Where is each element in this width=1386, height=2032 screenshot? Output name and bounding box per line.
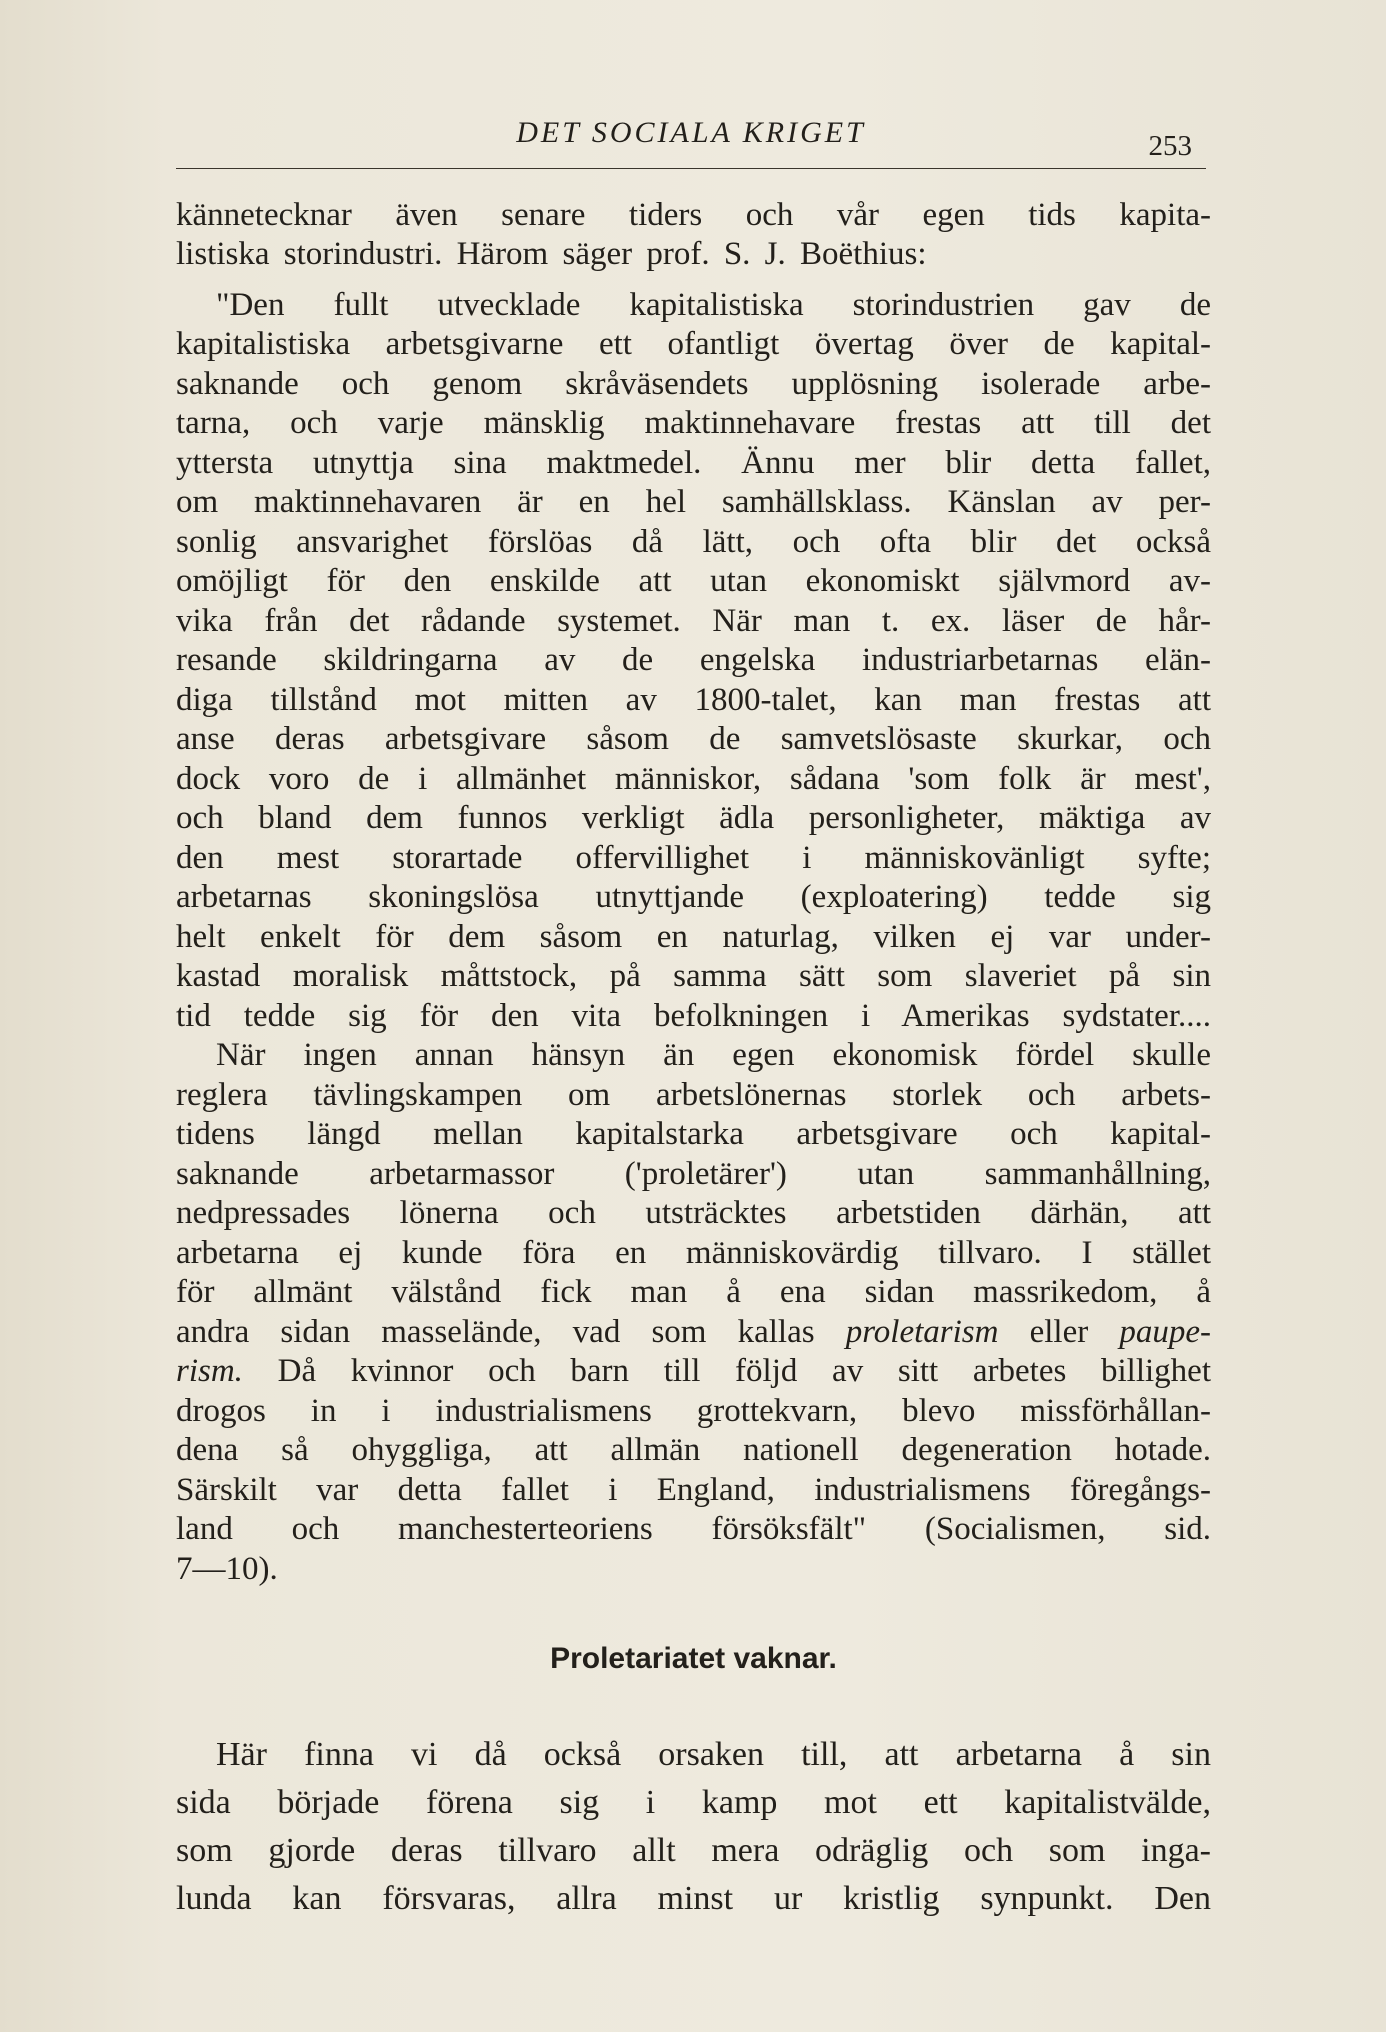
text-line: kännetecknar även senare tiders och vår egen tids kapita- xyxy=(176,197,1211,233)
text-line: När ingen annan hänsyn än egen ekonomisk fördel skulle xyxy=(216,1037,1211,1074)
quotation xyxy=(176,286,1211,1590)
text-line: Särskilt var detta fallet i England, industrialismens föregångs- xyxy=(176,1471,1211,1508)
text-line: saknande arbetarmassor ('proletärer') utan sammanhållning, xyxy=(176,1155,1211,1192)
text-line: som gjorde deras tillvaro allt mera odräglig och som inga- xyxy=(176,1832,1211,1870)
italic-term: paupe- xyxy=(1119,1313,1211,1350)
text-line: tarna, och varje mänsklig maktinnehavare frestas att till det xyxy=(176,405,1211,442)
closing-paragraph xyxy=(176,1731,1211,1923)
text-line: resande skildringarna av de engelska industriarbetarnas elän- xyxy=(176,642,1211,679)
text-line xyxy=(176,1352,1211,1392)
text-line: kapitalistiska arbetsgivarne ett ofantligt övertag över de kapital- xyxy=(176,326,1211,363)
section-heading: Proletariatet vaknar. xyxy=(550,1642,837,1676)
text-line: helt enkelt för dem såsom en naturlag, vilken ej var under- xyxy=(176,918,1211,955)
text-line: land och manchesterteoriens försöksfält" (Socialismen, sid. xyxy=(176,1511,1211,1548)
text-line xyxy=(176,1313,1211,1353)
text-span: eller xyxy=(998,1313,1120,1350)
text-line: den mest storartade offervillighet i människovänligt syfte; xyxy=(176,839,1211,876)
text-line: lunda kan försvaras, allra minst ur kristlig synpunkt. Den xyxy=(176,1880,1211,1918)
text-line: för allmänt välstånd fick man å ena sidan massrikedom, å xyxy=(176,1274,1211,1311)
text-line: arbetarna ej kunde föra en människovärdig tillvaro. I stället xyxy=(176,1234,1211,1271)
text-line: dena så ohyggliga, att allmän nationell degeneration hotade. xyxy=(176,1432,1211,1469)
text-span: Då kvinnor och barn till följd av sitt arbetes billighet xyxy=(242,1353,1211,1390)
text-line: reglera tävlingskampen om arbetslönernas storlek och arbets- xyxy=(176,1076,1211,1113)
text-line: vika från det rådande systemet. När man t. ex. läser de hår- xyxy=(176,602,1211,639)
page-number: 253 xyxy=(1148,130,1192,162)
text-line: "Den fullt utvecklade kapitalistiska storindustrien gav de xyxy=(216,286,1211,323)
italic-term: proletarism xyxy=(845,1313,999,1350)
text-line: arbetarnas skoningslösa utnyttjande (exploatering) tedde sig xyxy=(176,879,1211,916)
text-line: listiska storindustri. Härom säger prof. S. J. Boëthius: xyxy=(176,236,927,273)
text-line: diga tillstånd mot mitten av 1800-talet, kan man frestas att xyxy=(176,681,1211,718)
text-line: om maktinnehavaren är en hel samhällsklass. Känslan av per- xyxy=(176,484,1211,521)
text-line: omöjligt för den enskilde att utan ekonomiskt självmord av- xyxy=(176,563,1211,600)
text-line: saknande och genom skråväsendets upplösning isolerade arbe- xyxy=(176,365,1211,402)
text-line: dock voro de i allmänhet människor, sådana 'som folk är mest', xyxy=(176,760,1211,797)
text-line: drogos in i industrialismens grottekvarn, blevo missförhållan- xyxy=(176,1392,1211,1429)
text-line: tid tedde sig för den vita befolkningen i Amerikas sydstater.... xyxy=(176,997,1211,1034)
text-span: andra sidan masselände, vad som kallas xyxy=(176,1313,846,1350)
text-line: yttersta utnyttja sina maktmedel. Ännu mer blir detta fallet, xyxy=(176,444,1211,481)
text-line: sida började förena sig i kamp mot ett kapitalistvälde, xyxy=(176,1784,1211,1822)
running-title: DET SOCIALA KRIGET xyxy=(516,116,866,149)
text-line: Här finna vi då också orsaken till, att arbetarna å sin xyxy=(216,1736,1211,1774)
running-head xyxy=(176,116,1206,166)
text-line: 7—10). xyxy=(176,1550,278,1587)
header-rule xyxy=(176,168,1206,169)
body-text xyxy=(176,196,1211,1923)
italic-term: rism. xyxy=(176,1353,243,1390)
text-line: nedpressades lönerna och utsträcktes arbetstiden därhän, att xyxy=(176,1195,1211,1232)
intro-paragraph xyxy=(176,196,1211,275)
text-line: tidens längd mellan kapitalstarka arbetsgivare och kapital- xyxy=(176,1116,1211,1153)
text-line: och bland dem funnos verkligt ädla personligheter, mäktiga av xyxy=(176,800,1211,837)
text-line: kastad moralisk måttstock, på samma sätt som slaveriet på sin xyxy=(176,958,1211,995)
text-line: sonlig ansvarighet förslöas då lätt, och ofta blir det också xyxy=(176,523,1211,560)
text-line: anse deras arbetsgivare såsom de samvetslösaste skurkar, och xyxy=(176,721,1211,758)
